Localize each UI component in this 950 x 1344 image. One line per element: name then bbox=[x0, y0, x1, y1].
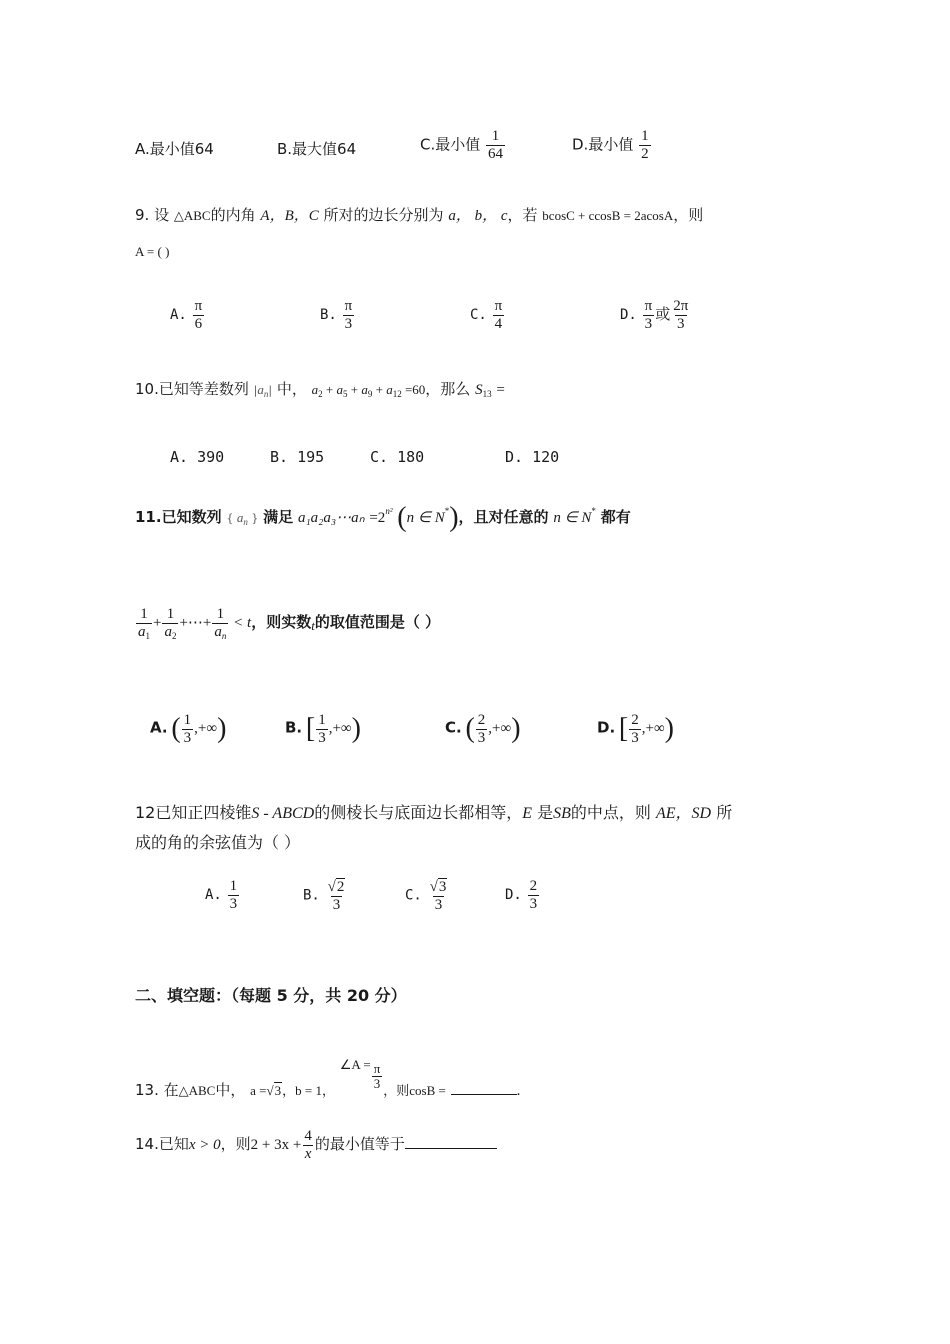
q11-term-n-sub: n bbox=[221, 630, 227, 641]
q11-left-paren: ( bbox=[397, 502, 407, 533]
q8-option-b-text: B.最大值64 bbox=[277, 140, 357, 158]
q10-term: a bbox=[386, 382, 393, 397]
q12-option-d-label: D. bbox=[505, 887, 522, 903]
q10-term-sub: 2 bbox=[318, 389, 323, 399]
q12-b-den: 3 bbox=[332, 896, 341, 913]
q11-b-num: 1 bbox=[318, 712, 326, 728]
q11-term-1-den: a bbox=[138, 623, 146, 640]
sqrt-sign-icon: √ bbox=[266, 1082, 274, 1098]
q11-product: a₁a₂a₃⋯aₙ bbox=[297, 510, 365, 526]
q10-equation: $a_2 + a_5 + a_9 + a_{12} =60$ bbox=[311, 382, 426, 399]
q11-exp: n² bbox=[385, 506, 393, 516]
q11-option-c-label: C. bbox=[445, 718, 462, 737]
q10-term-sub: 12 bbox=[392, 389, 402, 399]
q11-a-right: ) bbox=[217, 713, 227, 744]
q12-option-b-label: B. bbox=[303, 887, 320, 904]
q12-line2-text: 成的角的余弦值为（ ） bbox=[135, 833, 301, 852]
q9-d-num: π bbox=[644, 298, 653, 314]
q11-c-den: 3 bbox=[477, 729, 486, 746]
q12-line1-e: 所 bbox=[716, 803, 733, 822]
q9-option-b bbox=[320, 298, 355, 332]
q11-seq: { $a_n$ } bbox=[226, 510, 259, 527]
q11-b-right: ) bbox=[351, 713, 361, 744]
q11-option-b bbox=[285, 712, 361, 746]
q11-d-den: 3 bbox=[631, 729, 639, 746]
q11-d-rest: ,+∞ bbox=[641, 720, 665, 737]
q11-line2-end: 的取值范围是（ ） bbox=[314, 613, 441, 632]
q11-seq-sub: n bbox=[243, 517, 248, 527]
q11-lt: < t bbox=[233, 615, 252, 632]
q14-tail: 的最小值等于 bbox=[314, 1135, 405, 1153]
q12-line1-d: 的中点，则 bbox=[570, 803, 651, 822]
q10-stem-text: 10.已知等差数列 bbox=[135, 380, 249, 398]
q11-b-left: [ bbox=[305, 713, 316, 744]
q11-star: * bbox=[444, 506, 450, 516]
q11-eq: =2 bbox=[369, 510, 386, 526]
q11-a-left: ( bbox=[171, 713, 181, 744]
q12-c-num: 3 bbox=[438, 879, 447, 895]
q13-angle-text: ∠A = bbox=[339, 1056, 371, 1072]
q8-option-c-fraction bbox=[486, 128, 505, 162]
q10-tail: ，那么 bbox=[425, 380, 471, 398]
q13-angle bbox=[340, 1057, 371, 1072]
q11-option-a-label: A. bbox=[150, 718, 168, 737]
q11-stem bbox=[135, 502, 631, 534]
q9-option-a bbox=[170, 298, 205, 332]
q14-expr: 2 + 3x + bbox=[250, 1137, 302, 1153]
q12-ae-sd: AE，SD bbox=[655, 805, 712, 822]
q10-option-a-text: A. 390 bbox=[170, 448, 225, 466]
q11-inequality bbox=[135, 606, 440, 641]
q9-d-den2: 3 bbox=[677, 315, 685, 332]
q8-option-d-text: D.最小值 bbox=[572, 135, 634, 154]
q10-option-d-text: D. 120 bbox=[505, 448, 560, 466]
q9-option-a-label: A. bbox=[170, 307, 187, 323]
q11-seq-a: a bbox=[236, 510, 244, 525]
sqrt-sign-icon: √ bbox=[327, 879, 336, 895]
q13 bbox=[135, 1050, 521, 1099]
q11-d-left: [ bbox=[618, 713, 629, 744]
q11-option-a bbox=[150, 712, 226, 746]
q11-star2: * bbox=[591, 506, 596, 516]
q12-option-c bbox=[405, 878, 450, 913]
q12-line1 bbox=[135, 800, 732, 823]
q11-option-d bbox=[597, 712, 674, 746]
q11-domain: n ∈ N bbox=[406, 510, 445, 526]
q12-option-a bbox=[205, 878, 240, 912]
q9-stem-mid: 的内角 bbox=[210, 206, 256, 224]
q13-b-eq: ，b = 1， bbox=[282, 1082, 335, 1098]
q10-s-sub: 13 bbox=[482, 389, 492, 399]
q9-option-c bbox=[470, 298, 505, 332]
q12-line1-c: 是 bbox=[537, 803, 554, 822]
q9-option-c-fraction bbox=[493, 298, 505, 332]
q13-stem: 13. 在 bbox=[135, 1080, 179, 1099]
q10-mid: 中， bbox=[276, 380, 307, 398]
q11-option-c bbox=[445, 712, 521, 746]
q11-term-2-den: a bbox=[164, 623, 172, 640]
q10-term-sub: 9 bbox=[367, 389, 373, 399]
q9-option-a-fraction bbox=[193, 298, 205, 332]
q10-seq-sub: n bbox=[263, 389, 269, 399]
q13-a-eq: a = bbox=[250, 1082, 267, 1098]
q11-option-d-label: D. bbox=[597, 718, 616, 737]
q12-line2 bbox=[135, 830, 300, 853]
q11-term-1-num: 1 bbox=[140, 606, 148, 622]
q9-b-num: π bbox=[344, 298, 353, 314]
q14-den: x bbox=[304, 1145, 312, 1162]
q9-d-num2: 2π bbox=[673, 298, 689, 314]
q12-e: E bbox=[522, 805, 532, 822]
q8-d-denominator: 2 bbox=[641, 145, 649, 162]
q9-d-den: 3 bbox=[644, 315, 653, 332]
q11-a-den: 3 bbox=[183, 729, 192, 746]
q13-end: . bbox=[516, 1082, 521, 1099]
q12-option-b bbox=[303, 878, 348, 913]
q9-triangle: △ABC bbox=[173, 208, 211, 223]
q14-fraction bbox=[302, 1128, 314, 1162]
q11-tail: ，且对任意的 bbox=[458, 508, 549, 526]
q11-option-b-label: B. bbox=[285, 718, 303, 737]
q11-stem-text: 11.已知数列 bbox=[135, 508, 222, 526]
q10-seq-a: a bbox=[257, 382, 264, 397]
q11-term-n-den: a bbox=[214, 623, 222, 640]
q9-stem bbox=[135, 204, 703, 225]
q13-triangle: △ABC bbox=[178, 1082, 216, 1098]
q11-term-n-num: 1 bbox=[216, 606, 225, 622]
q8-d-numerator: 1 bbox=[641, 128, 649, 144]
q8-option-b bbox=[277, 138, 356, 159]
q10-option-b-text: B. 195 bbox=[270, 448, 325, 466]
q9-option-b-label: B. bbox=[320, 307, 337, 323]
q11-term-2 bbox=[162, 606, 178, 641]
q9-d-or: 或 bbox=[655, 305, 671, 323]
q10-option-c-text: C. 180 bbox=[370, 448, 425, 466]
q11-term-1 bbox=[136, 606, 152, 641]
q10-option-d bbox=[505, 448, 559, 466]
q10-seq: $|a_n|$ bbox=[253, 382, 273, 399]
q8-option-a bbox=[135, 138, 214, 159]
q9-stem-mid2: 所对的边长分别为 bbox=[323, 206, 444, 224]
q11-domain2: n ∈ N bbox=[553, 510, 592, 526]
q12-b-num: 2 bbox=[336, 879, 345, 895]
q9-option-c-label: C. bbox=[470, 307, 487, 323]
q14-answer-blank[interactable] bbox=[405, 1148, 497, 1149]
q13-tail: ，则cosB = bbox=[383, 1082, 446, 1098]
q9-stem-end: ，则 bbox=[673, 206, 704, 224]
q10-s: S bbox=[475, 382, 483, 398]
q10-stem bbox=[135, 378, 505, 399]
q11-a-num: 1 bbox=[183, 712, 192, 728]
q14-stem: 14.已知 bbox=[135, 1135, 189, 1153]
q10-term: a bbox=[361, 382, 368, 397]
q12-d-num: 2 bbox=[529, 878, 538, 894]
q11-b-den: 3 bbox=[318, 729, 326, 746]
q11-c-rest: ,+∞ bbox=[488, 720, 512, 737]
q9-answer-line bbox=[135, 244, 169, 260]
q8-option-d bbox=[572, 128, 652, 162]
q9-side-vars: a， b， c bbox=[448, 208, 508, 224]
q12-line1-a: 12已知正四棱锥 bbox=[135, 803, 252, 822]
q10-option-b bbox=[270, 448, 324, 466]
q11-c-left: ( bbox=[465, 713, 475, 744]
q13-angle-num: π bbox=[373, 1061, 381, 1076]
q12-option-d bbox=[505, 878, 540, 912]
q9-option-d bbox=[620, 298, 691, 332]
q11-c-right: ) bbox=[511, 713, 521, 744]
q11-a-rest: ,+∞ bbox=[194, 720, 218, 737]
section-2-title-text: 二、填空题：（每题 5 分，共 20 分） bbox=[135, 986, 407, 1005]
q9-option-d-fraction-2 bbox=[671, 298, 690, 332]
q10-option-a bbox=[170, 448, 224, 466]
q11-tail2: 都有 bbox=[600, 508, 631, 526]
q8-c-denominator: 64 bbox=[488, 145, 504, 162]
q12-c-den: 3 bbox=[434, 896, 443, 913]
q11-d-right: ) bbox=[664, 713, 674, 744]
q10-eq-sign: = bbox=[496, 382, 505, 398]
q14-cond: x > 0 bbox=[188, 1137, 221, 1153]
q13-a-rad: 3 bbox=[274, 1082, 282, 1098]
q13-mid: 中， bbox=[215, 1080, 246, 1099]
q11-line2-mid: ，则实数 bbox=[251, 613, 312, 632]
section-2-title bbox=[135, 983, 407, 1006]
q14-num: 4 bbox=[304, 1128, 312, 1144]
q12-d-den: 3 bbox=[529, 895, 538, 912]
q9-b-den: 3 bbox=[344, 315, 353, 332]
q12-sb: SB bbox=[553, 805, 571, 822]
q10-term-sub: 5 bbox=[343, 389, 348, 399]
q10-eq-value: =60 bbox=[404, 382, 426, 397]
q10-term: a bbox=[336, 382, 343, 397]
q11-c-num: 2 bbox=[477, 712, 486, 728]
q9-a-num: π bbox=[194, 298, 203, 314]
q9-option-b-fraction bbox=[343, 298, 355, 332]
q9-c-den: 4 bbox=[494, 315, 503, 332]
q13-answer-blank[interactable] bbox=[451, 1094, 517, 1095]
q9-stem-mid3: ，若 bbox=[507, 206, 538, 224]
q10-option-c bbox=[370, 448, 424, 466]
q9-a-den: 6 bbox=[194, 315, 203, 332]
q9-equation: bcosC + ccosB = 2acosA bbox=[542, 208, 674, 223]
q12-a-den: 3 bbox=[229, 895, 238, 912]
q11-d-num: 2 bbox=[631, 712, 639, 728]
q14 bbox=[135, 1128, 497, 1162]
q14-mid: ，则 bbox=[220, 1135, 251, 1153]
q11-b-rest: ,+∞ bbox=[328, 720, 352, 737]
q9-stem-start: 9. 设 bbox=[135, 206, 170, 224]
q9-option-d-label: D. bbox=[620, 307, 637, 323]
q11-term-2-sub: 2 bbox=[171, 630, 177, 641]
q11-cond: 满足 bbox=[263, 508, 294, 526]
q9-c-num: π bbox=[494, 298, 503, 314]
q10-term: a bbox=[311, 382, 319, 397]
q9-angle-vars: A，B，C bbox=[260, 208, 319, 224]
q9-option-d-fraction-1 bbox=[643, 298, 655, 332]
q12-option-a-label: A. bbox=[205, 887, 222, 903]
q13-angle-den: 3 bbox=[373, 1076, 381, 1092]
q11-right-paren: ) bbox=[449, 502, 459, 533]
q12-a-num: 1 bbox=[229, 878, 238, 894]
q8-option-c-text: C.最小值 bbox=[420, 135, 481, 154]
sqrt-sign-icon: √ bbox=[429, 879, 438, 895]
q9-answer-text: A = ( ) bbox=[135, 244, 170, 259]
q11-term-1-sub: 1 bbox=[145, 630, 150, 641]
q13-angle-fraction bbox=[372, 1062, 383, 1092]
q8-option-d-fraction bbox=[639, 128, 651, 162]
q11-t: t bbox=[311, 618, 315, 634]
q11-plus: + bbox=[153, 615, 162, 632]
q11-term-n bbox=[212, 606, 228, 641]
q11-dots: +⋯+ bbox=[179, 615, 212, 632]
q11-term-2-num: 1 bbox=[166, 606, 175, 622]
q13-a-value bbox=[250, 1083, 282, 1098]
q12-option-c-label: C. bbox=[405, 887, 422, 904]
q8-option-a-text: A.最小值64 bbox=[135, 140, 214, 158]
q8-c-numerator: 1 bbox=[491, 128, 500, 144]
q12-line1-b: 的侧棱长与底面边长都相等， bbox=[314, 803, 523, 822]
q12-pyramid: S - ABCD bbox=[251, 805, 315, 822]
q8-option-c bbox=[420, 128, 506, 162]
